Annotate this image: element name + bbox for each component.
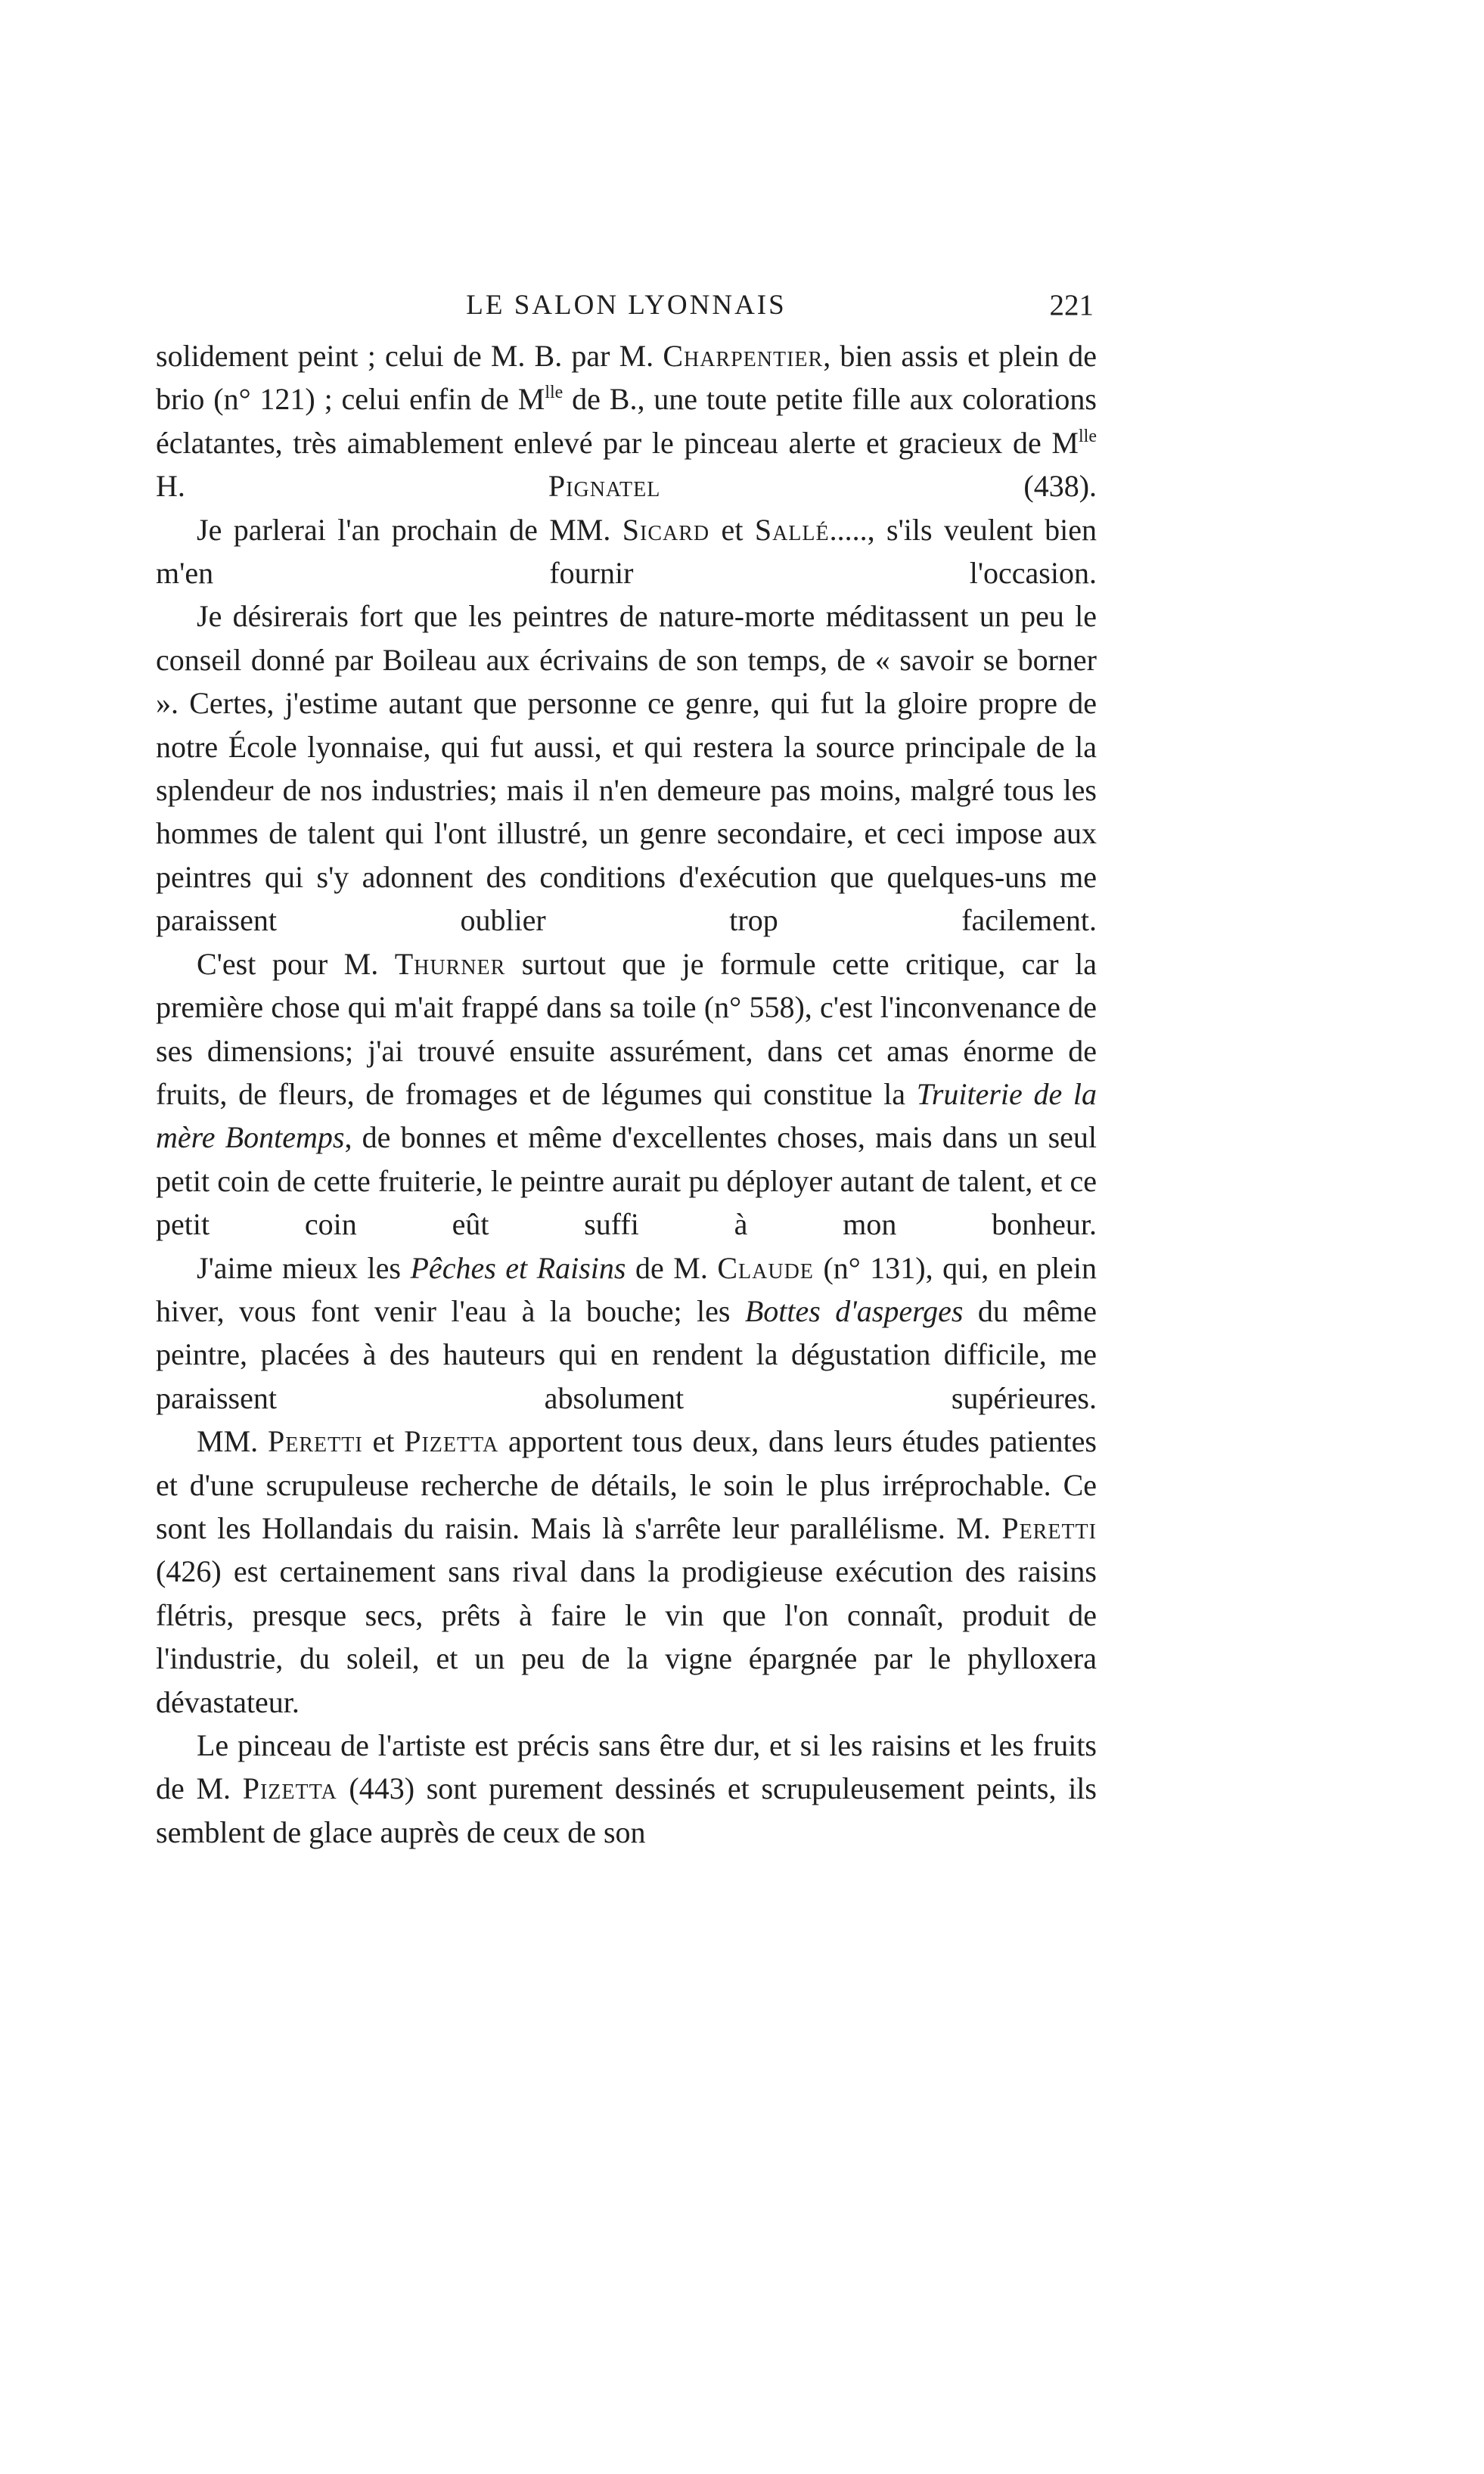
text-run: de B., une toute petite fille aux colorations éclatantes, très aimablement enlevé par le pinceau alerte et gracieux de M bbox=[156, 382, 1097, 460]
text-run: Je désirerais fort que les peintres de nature-morte méditassent un peu le conseil donné par Boileau aux écrivains de son temps, de « savoir se borner ». Certes, j'estime autant que personne ce genre, qui fut la gloire propre de notre École lyonnaise, qui fut aussi, et qui restera la source principale de la splendeur de nos industries; mais il n'en demeure pas moins, malgré tous les hommes de talent qui l'ont illustré, un genre secondaire, et ceci impose aux peintres qui s'y adonnent des conditions d'exécution que quelques-uns me paraissent oublier trop facilement. bbox=[156, 599, 1097, 938]
small-caps-name: Pignatel bbox=[548, 469, 661, 504]
text-run: MM. bbox=[197, 1424, 268, 1459]
small-caps-name: Sallé bbox=[754, 512, 830, 547]
text-run: solidement peint ; celui de M. B. par M. bbox=[156, 339, 663, 373]
text-run: (426) est certainement sans rival dans la prodigieuse exécution des raisins flétris, presque secs, prêts à faire le vin que l'on connaît, produit de l'industrie, du soleil, et un peu de la vigne épargnée par le phylloxera dévastateur. bbox=[156, 1554, 1097, 1719]
small-caps-name: Charpentier bbox=[663, 339, 824, 373]
italic-title: Truiterie de la mère Bontemps bbox=[156, 1076, 1097, 1155]
page-number: 221 bbox=[1049, 289, 1094, 321]
text-run: du même peintre, placées à des hauteurs qui en rendent la dégustation difficile, me paraissent absolument supérieures. bbox=[156, 1293, 1097, 1415]
text-run: , bien assis et plein de brio (n° 121) ; celui enfin de M bbox=[156, 339, 1097, 417]
text-run: Je parlerai l'an prochain de MM. bbox=[197, 512, 622, 547]
paragraph bbox=[156, 1420, 1097, 1724]
text-run: (n° 131), qui, en plein hiver, vous font venir l'eau à la bouche; les bbox=[156, 1250, 1097, 1328]
small-caps-name: Claude bbox=[717, 1250, 814, 1285]
small-caps-name: Thurner bbox=[394, 946, 506, 981]
text-run: et bbox=[709, 512, 755, 547]
text-run: Le pinceau de l'artiste est précis sans être dur, et si les raisins et les fruits de M. bbox=[156, 1728, 1097, 1806]
running-head bbox=[156, 283, 1097, 328]
italic-title: Pêches et Raisins bbox=[410, 1250, 626, 1285]
paragraph bbox=[156, 508, 1097, 595]
text-run: J'aime mieux les bbox=[197, 1250, 411, 1285]
italic-title: Bottes d'asperges bbox=[744, 1293, 964, 1328]
text-run: surtout que je formule cette critique, car la première chose qui m'ait frappé dans sa toile (n° 558), c'est l'inconvenance de ses dimensions; j'ai trouvé ensuite assurément, dans cet amas énorme de fruits, de fleurs, de fromages et de légumes qui constitue la bbox=[156, 946, 1097, 1111]
paragraph bbox=[156, 1246, 1097, 1420]
paragraph bbox=[156, 334, 1097, 508]
body-text bbox=[156, 334, 1097, 1854]
small-caps-name: Pizetta bbox=[242, 1771, 337, 1806]
small-caps-name: Peretti bbox=[267, 1424, 363, 1459]
paragraph bbox=[156, 942, 1097, 1246]
small-caps-name: Peretti bbox=[1001, 1510, 1097, 1545]
paragraph bbox=[156, 594, 1097, 942]
superscript: lle bbox=[1079, 426, 1097, 446]
text-run: apportent tous deux, dans leurs études patientes et d'une scrupuleuse recherche de détails, le soin le plus irréprochable. Ce sont les Hollandais du raisin. Mais là s'arrête leur parallélisme. M. bbox=[156, 1424, 1097, 1545]
text-run: ....., s'ils veulent bien m'en fournir l'occasion. bbox=[156, 512, 1097, 591]
small-caps-name: Pizetta bbox=[404, 1424, 499, 1459]
text-run: et bbox=[362, 1424, 405, 1459]
small-caps-name: Sicard bbox=[622, 512, 710, 547]
text-run: , de bonnes et même d'excellentes choses, mais dans un seul petit coin de cette fruiterie, le peintre aurait pu déployer autant de talent, et ce petit coin eût suffi à mon bonheur. bbox=[156, 1120, 1097, 1242]
text-run: de M. bbox=[626, 1250, 718, 1285]
paragraph bbox=[156, 1724, 1097, 1854]
text-run: H. bbox=[156, 469, 548, 504]
text-run: C'est pour M. bbox=[197, 946, 395, 981]
superscript: lle bbox=[545, 383, 563, 403]
text-run: (438). bbox=[660, 469, 1097, 504]
text-run: (443) sont purement dessinés et scrupuleusement peints, ils semblent de glace auprès de ceux de son bbox=[156, 1771, 1097, 1849]
running-title: LE SALON LYONNAIS bbox=[466, 290, 787, 321]
